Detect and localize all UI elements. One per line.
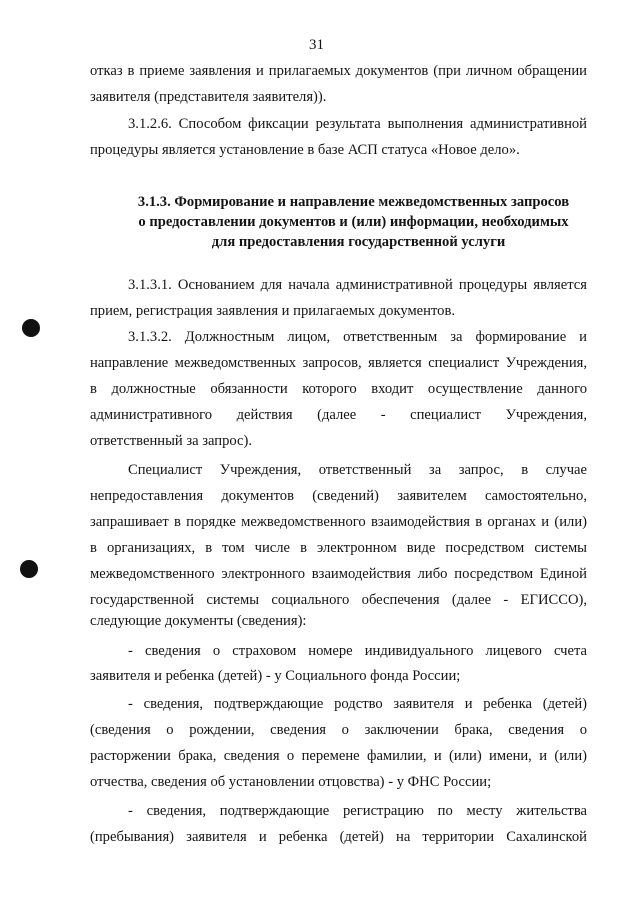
text-line: расторжении брака, сведения о перемене фамилии, и (или) имени, и (или) [90,748,587,764]
page-number: 31 [309,37,324,53]
text-line: административного действия (далее - специалист Учреждения, [90,407,587,423]
text-line: в должностные обязанности которого входит осуществление данного [90,381,587,397]
text-line: - сведения о страховом номере индивидуального лицевого счета [128,643,587,659]
text-line: - сведения, подтверждающие родство заявителя и ребенка (детей) [128,696,587,712]
text-line: отказ в приеме заявления и прилагаемых документов (при личном обращении [90,63,587,79]
text-line: заявителя (представителя заявителя)). [90,89,327,105]
text-line: 3.1.2.6. Способом фиксации результата выполнения административной [128,116,587,132]
text-line: 3.1.3.1. Основанием для начала административной процедуры является [128,277,587,293]
punch-hole-mark [20,560,38,578]
text-line: государственной системы социального обеспечения (далее - ЕГИССО), [90,592,587,608]
text-line: отчества, сведения об установлении отцовства) - у ФНС России; [90,774,492,790]
text-line: в организациях, в том числе в электронном виде посредством системы [90,540,587,556]
text-line: процедуры является установление в базе АСП статуса «Новое дело». [90,142,520,158]
text-line: следующие документы (сведения): [90,613,307,629]
text-line: (пребывания) заявителя и ребенка (детей) на территории Сахалинской [90,829,587,845]
section-heading-line: для предоставления государственной услуги [211,234,506,250]
text-line: ответственный за запрос). [90,433,253,449]
text-line: межведомственного электронного взаимодействия либо посредством Единой [90,566,587,582]
text-line: направление межведомственных запросов, является специалист Учреждения, [90,355,587,371]
text-line: - сведения, подтверждающие регистрацию по месту жительства [128,803,587,819]
section-heading-line: 3.1.3. Формирование и направление межведомственных запросов [137,194,570,210]
text-line: прием, регистрация заявления и прилагаемых документов. [90,303,455,319]
section-heading-line: о предоставлении документов и (или) информации, необходимых [138,214,569,230]
text-line: непредоставления документов (сведений) заявителем самостоятельно, [90,488,587,504]
text-line: 3.1.3.2. Должностным лицом, ответственным за формирование и [128,329,587,345]
text-line: запрашивает в порядке межведомственного взаимодействия в органах и (или) [90,514,587,530]
text-line: Специалист Учреждения, ответственный за запрос, в случае [128,462,587,478]
punch-hole-mark [22,319,40,337]
text-line: заявителя и ребенка (детей) - у Социального фонда России; [90,668,461,684]
text-line: (сведения о рождении, сведения о заключении брака, сведения о [90,722,587,738]
